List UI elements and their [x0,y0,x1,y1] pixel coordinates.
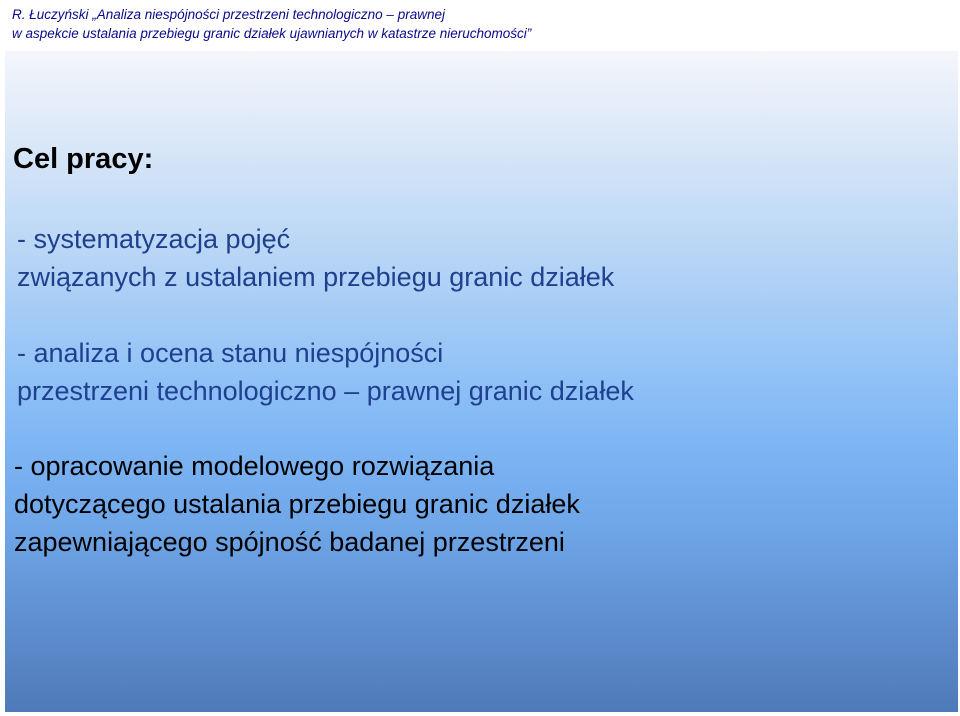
bullet-2-line-1: - analiza i ocena stanu niespójności [17,338,444,368]
slide-title: Cel pracy: [13,143,154,175]
bullet-3-line-2: dotyczącego ustalania przebiegu granic działek [14,489,580,519]
bullet-2-line-2: przestrzeni technologiczno – prawnej granic działek [17,376,634,406]
header-line-1: R. Łuczyński „Analiza niespójności przestrzeni technologiczno – prawnej [12,7,445,22]
bullet-1-line-2: związanych z ustalaniem przebiegu granic działek [17,262,615,292]
slide-header [0,0,960,50]
header-line-2: w aspekcie ustalania przebiegu granic działek ujawnianych w katastrze nieruchomości” [12,26,532,41]
bullet-3-line-1: - opracowanie modelowego rozwiązania [14,451,495,481]
bullet-1-line-1: - systematyzacja pojęć [17,224,291,254]
bullet-3-line-3: zapewniającego spójność badanej przestrzeni [14,527,565,557]
